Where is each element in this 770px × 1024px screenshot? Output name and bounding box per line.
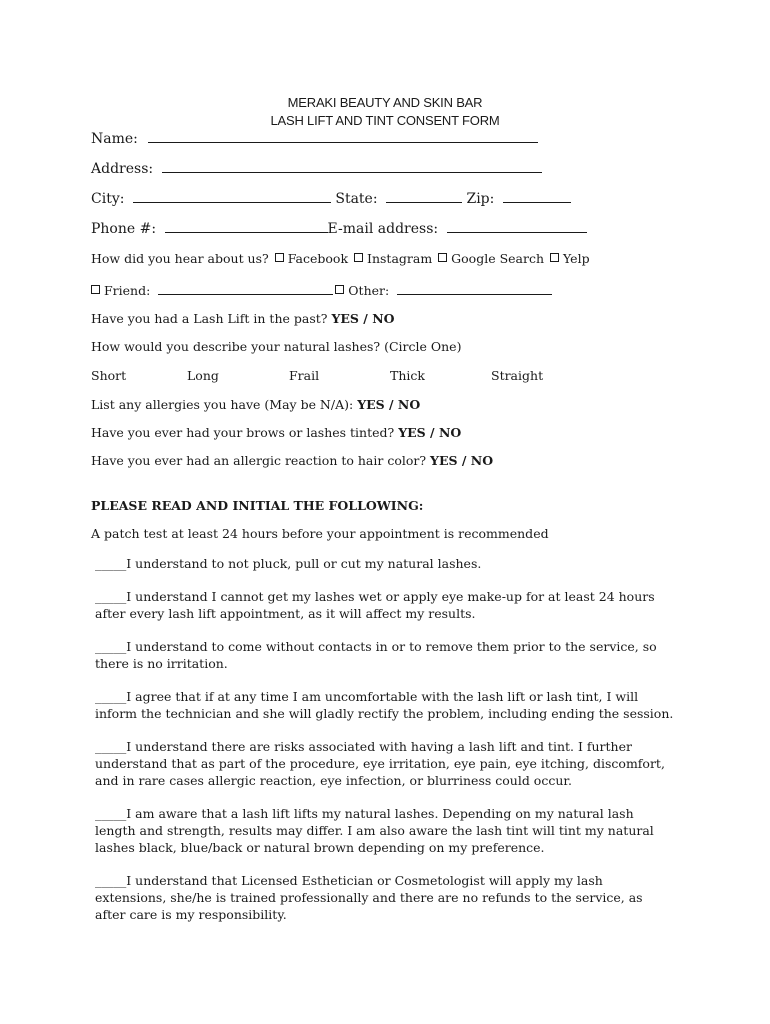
zip-field[interactable] bbox=[503, 190, 571, 203]
allergic-reaction-question bbox=[91, 453, 493, 468]
referral-question: How did you hear about us? bbox=[91, 251, 269, 266]
yes-no-answer[interactable]: YES / NO bbox=[357, 397, 421, 412]
yelp-checkbox[interactable] bbox=[550, 253, 559, 262]
tinted-question bbox=[91, 425, 461, 440]
question-text: Have you ever had an allergic reaction to hair color? bbox=[91, 453, 427, 468]
phone-row bbox=[91, 220, 587, 237]
city-row bbox=[91, 190, 571, 207]
question-text: Have you ever had your brows or lashes tinted? bbox=[91, 425, 395, 440]
lash-option-long[interactable]: Long bbox=[187, 368, 219, 383]
yes-no-answer[interactable]: YES / NO bbox=[331, 311, 395, 326]
state-label: State: bbox=[335, 191, 378, 207]
lash-option-thick[interactable]: Thick bbox=[390, 368, 425, 383]
friend-checkbox[interactable] bbox=[91, 285, 100, 294]
form-title-business: MERAKI BEAUTY AND SKIN BAR bbox=[287, 95, 483, 110]
initial-statement[interactable]: _____I understand to not pluck, pull or cut my natural lashes. bbox=[95, 556, 482, 571]
referral-row bbox=[91, 251, 590, 266]
name-label: Name: bbox=[91, 131, 138, 147]
friend-other-row bbox=[91, 282, 552, 298]
facebook-checkbox[interactable] bbox=[275, 253, 284, 262]
phone-field[interactable] bbox=[165, 220, 328, 233]
initial-statement[interactable]: _____I understand I cannot get my lashes wet or apply eye make-up for at least 24 hours after every lash lift appointment, as it will affect my results. bbox=[95, 589, 655, 621]
initial-section-heading: PLEASE READ AND INITIAL THE FOLLOWING: bbox=[91, 498, 424, 513]
yelp-label: Yelp bbox=[563, 251, 590, 266]
initial-statement[interactable]: _____I agree that if at any time I am uncomfortable with the lash lift or lash tint, I will inform the technician and she will gladly rectify the problem, including ending the session. bbox=[95, 689, 674, 721]
question-text: Have you had a Lash Lift in the past? bbox=[91, 311, 328, 326]
state-field[interactable] bbox=[386, 190, 462, 203]
zip-label: Zip: bbox=[466, 191, 495, 207]
question-text: List any allergies you have (May be N/A): bbox=[91, 397, 354, 412]
email-label: E-mail address: bbox=[327, 221, 439, 237]
initial-statement[interactable]: _____I understand to come without contacts in or to remove them prior to the service, so there is no irritation. bbox=[95, 639, 657, 671]
city-field[interactable] bbox=[133, 190, 331, 203]
other-field[interactable] bbox=[397, 282, 552, 295]
other-checkbox[interactable] bbox=[335, 285, 344, 294]
phone-label: Phone #: bbox=[91, 221, 157, 237]
lash-option-short[interactable]: Short bbox=[91, 368, 127, 383]
other-label: Other: bbox=[348, 283, 390, 298]
initial-statement[interactable]: _____I understand that Licensed Esthetician or Cosmetologist will apply my lash extensions, she/he is trained professionally and there are no refunds to the service, as after care is my responsibility. bbox=[95, 873, 643, 922]
natural-lashes-question: How would you describe your natural lashes? (Circle One) bbox=[91, 339, 462, 354]
yes-no-answer[interactable]: YES / NO bbox=[430, 453, 494, 468]
google-search-checkbox[interactable] bbox=[438, 253, 447, 262]
facebook-label: Facebook bbox=[287, 251, 349, 266]
lash-lift-history-question bbox=[91, 311, 395, 326]
address-field[interactable] bbox=[162, 160, 542, 173]
patch-test-note: A patch test at least 24 hours before your appointment is recommended bbox=[91, 526, 549, 541]
city-label: City: bbox=[91, 191, 125, 207]
friend-field[interactable] bbox=[158, 282, 333, 295]
instagram-checkbox[interactable] bbox=[354, 253, 363, 262]
instagram-label: Instagram bbox=[367, 251, 433, 266]
google-search-label: Google Search bbox=[451, 251, 545, 266]
name-field[interactable] bbox=[148, 130, 538, 143]
form-title-consent: LASH LIFT AND TINT CONSENT FORM bbox=[270, 113, 500, 128]
email-field[interactable] bbox=[447, 220, 587, 233]
address-row bbox=[91, 160, 542, 177]
initial-statement[interactable]: _____I am aware that a lash lift lifts my natural lashes. Depending on my natural lash length and strength, results may differ. I am also aware the lash tint will tint my natural lashes black, blue/back or natural brown depending on my preference. bbox=[95, 806, 654, 855]
initial-statement[interactable]: _____I understand there are risks associated with having a lash lift and tint. I further understand that as part of the procedure, eye irritation, eye pain, eye itching, discomfort, and in rare cases allergic reaction, eye infection, or blurriness could occur. bbox=[95, 739, 665, 788]
name-row bbox=[91, 130, 538, 147]
lash-option-frail[interactable]: Frail bbox=[289, 368, 320, 383]
address-label: Address: bbox=[91, 161, 154, 177]
allergies-question bbox=[91, 397, 420, 412]
lash-option-straight[interactable]: Straight bbox=[491, 368, 544, 383]
yes-no-answer[interactable]: YES / NO bbox=[398, 425, 462, 440]
friend-label: Friend: bbox=[104, 283, 151, 298]
